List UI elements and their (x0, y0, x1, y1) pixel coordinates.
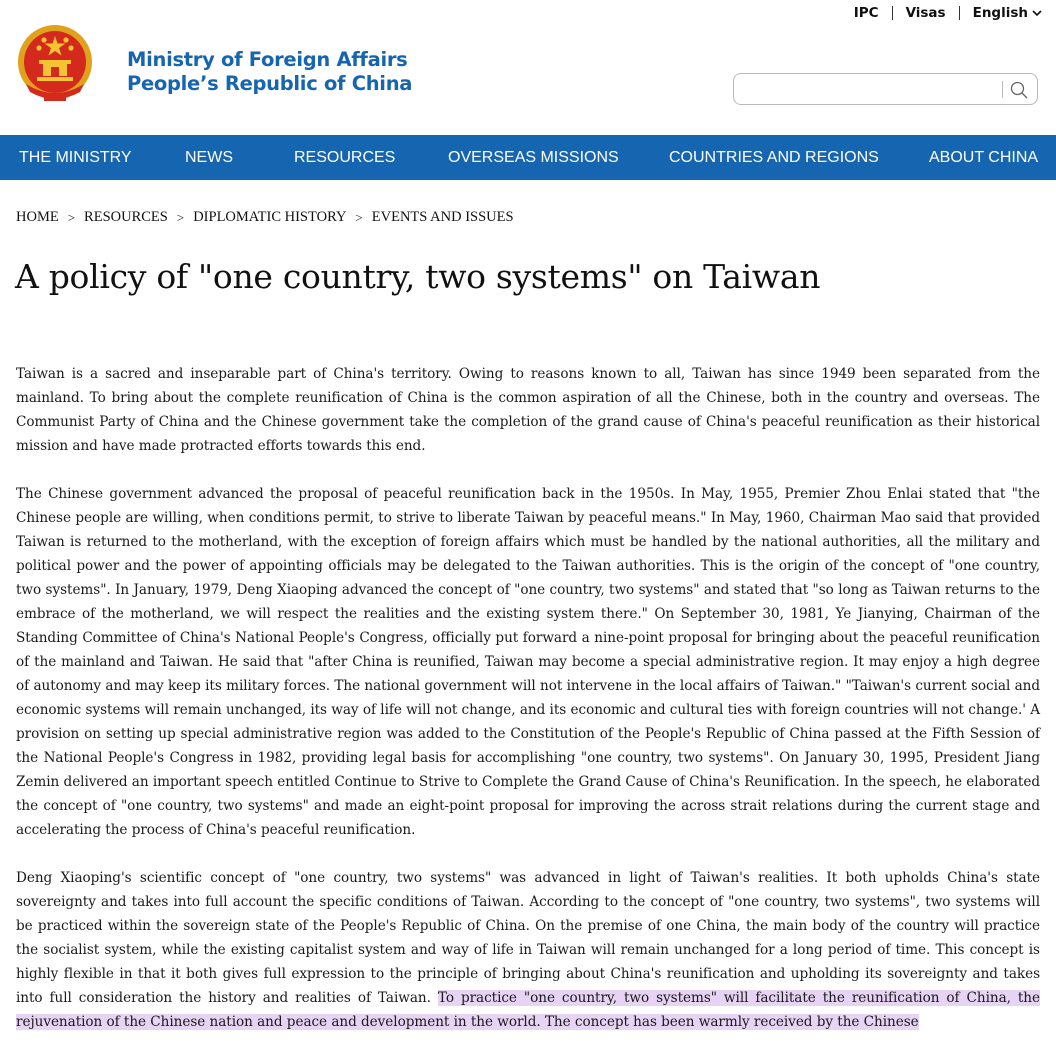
breadcrumb-diplomatic-history[interactable]: DIPLOMATIC HISTORY (193, 209, 347, 225)
breadcrumb (16, 209, 514, 226)
breadcrumb-separator: > (176, 209, 185, 225)
nav-item-about-china[interactable]: ABOUT CHINA (929, 149, 1039, 166)
main-nav (0, 135, 1056, 180)
breadcrumb-home[interactable]: HOME (16, 209, 59, 225)
nav-item-countries-and-regions[interactable]: COUNTRIES AND REGIONS (669, 149, 879, 166)
national-emblem-icon[interactable] (14, 22, 96, 108)
search-input[interactable] (742, 78, 996, 102)
search-divider (1002, 81, 1003, 98)
paragraph-3-text: Deng Xiaoping's scientific concept of "one country, two systems" was advanced in light of Taiwan's realities. It both upholds China's state sovereignty and takes into full account the specific conditions of Taiwan. According to the concept of "one country, two systems", two systems will be practiced within the sovereign state of the People's Republic of China. On the premise of one China, the main body of the country will practice the socialist system, while the existing capitalist system and way of life in Taiwan will remain unchanged for a long period of time. This concept is highly flexible in that it both gives full expression to the principle of bringing about China's reunification and upholding its sovereignty and takes into full consideration the history and realities of Taiwan. (16, 870, 1040, 1006)
nav-item-the-ministry[interactable]: THE MINISTRY (19, 149, 132, 166)
util-separator (959, 6, 960, 20)
article-paragraph-3 (16, 866, 1040, 1034)
util-separator (892, 6, 893, 20)
nav-item-news[interactable]: NEWS (185, 149, 233, 166)
article-body (16, 362, 1040, 1058)
chevron-down-icon (1032, 9, 1042, 17)
nav-item-resources[interactable]: RESOURCES (294, 149, 396, 166)
breadcrumb-separator: > (355, 209, 363, 225)
article-paragraph-1: Taiwan is a sacred and inseparable part of China's territory. Owing to reasons known to all, Taiwan has since 1949 been separated from the mainland. To bring about the complete reunification of China is the common aspiration of all the Chinese, both in the country and overseas. The Communist Party of China and the Chinese government take the completion of the grand cause of China's peaceful reunification as their historical mission and have made protracted efforts towards this end. (16, 366, 1040, 454)
breadcrumb-events-and-issues[interactable]: EVENTS AND ISSUES (371, 209, 514, 225)
brand-line-1: Ministry of Foreign Affairs (127, 48, 408, 71)
search-icon[interactable] (1009, 80, 1029, 100)
nav-item-overseas-missions[interactable]: OVERSEAS MISSIONS (448, 149, 619, 166)
utility-links (854, 5, 1042, 21)
breadcrumb-resources[interactable]: RESOURCES (84, 209, 168, 225)
site-header (0, 0, 1056, 135)
highlighted-text: To practice "one country, two systems" will facilitate the reunification of China, the rejuvenation of the Chinese nation and peace and development in the world. The concept has been warmly received by the Chinese (16, 990, 1040, 1030)
language-selector[interactable] (973, 5, 1042, 21)
language-label: English (972, 5, 1028, 21)
visas-link[interactable]: Visas (905, 5, 946, 21)
search-box (733, 73, 1038, 105)
page-title: A policy of "one country, two systems" on Taiwan (15, 257, 821, 296)
article-paragraph-2: The Chinese government advanced the proposal of peaceful reunification back in the 1950s. In May, 1955, Premier Zhou Enlai stated that "the Chinese people are willing, when conditions permit, to strive to liberate Taiwan by peaceful means." In May, 1960, Chairman Mao said that provided Taiwan is returned to the motherland, with the exception of foreign affairs which must be handled by the national authorities, all the military and political power and the power of appointing officials may be delegated to the Taiwan authorities. This is the origin of the concept of "one country, two systems". In January, 1979, Deng Xiaoping advanced the concept of "one country, two systems" and stated that "so long as Taiwan returns to the embrace of the motherland, we will respect the realities and the existing system there." On September 30, 1981, Ye Jianying, Chairman of the Standing Committee of China's National People's Congress, officially put forward a nine-point proposal for bringing about the peaceful reunification of the mainland and Taiwan. He said that "after China is reunified, Taiwan may become a special administrative region. It may enjoy a high degree of autonomy and may keep its military forces. The national government will not intervene in the local affairs of Taiwan." "Taiwan's current social and economic systems will remain unchanged, its way of life will not change, and its economic and cultural ties with foreign countries will not change.' A provision on setting up special administrative region was added to the Constitution of the People's Republic of China passed at the Fifth Session of the National People's Congress in 1982, providing legal basis for accomplishing "one country, two systems". On January 30, 1995, President Jiang Zemin delivered an important speech entitled Continue to Strive to Complete the Grand Cause of China's Reunification. In the speech, he elaborated the concept of "one country, two systems" and made an eight-point proposal for improving the across strait relations during the current stage and accelerating the process of China's peaceful reunification. (16, 486, 1040, 838)
ipc-link[interactable]: IPC (853, 5, 879, 21)
breadcrumb-separator: > (67, 209, 76, 225)
site-brand[interactable] (127, 48, 412, 96)
brand-line-2: People’s Republic of China (127, 72, 413, 95)
